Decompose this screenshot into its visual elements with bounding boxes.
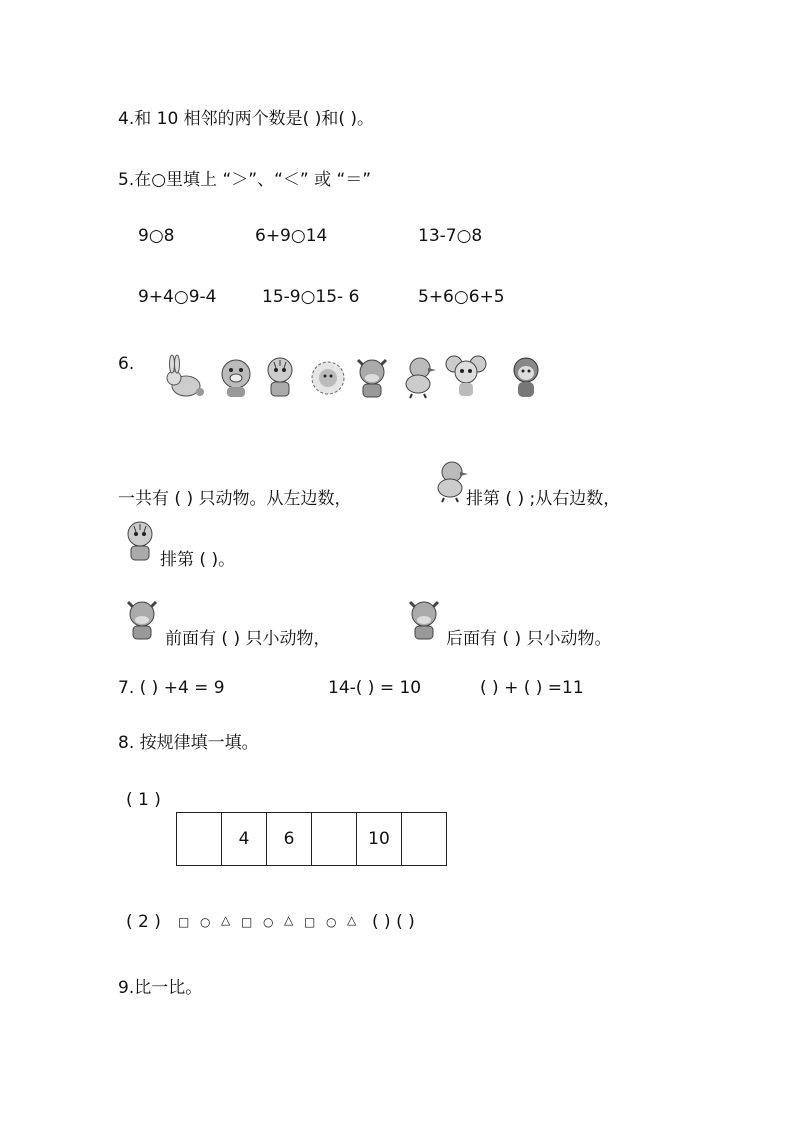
triangle-shape: △ [221,913,231,927]
animal-count-line-b: 排第 ( ) ;从右边数， [466,489,621,509]
square-shape: □ [304,915,316,929]
ox-icon [120,594,164,642]
rabbit-icon [162,352,206,400]
animal-count-line-a: 一共有 ( ) 只动物。从左边数， [118,489,352,509]
chick-icon [398,352,442,400]
compare-item: 15-9○15- 6 [262,287,360,307]
triangle-shape: △ [284,913,294,927]
ox-front-line: 前面有 ( ) 只小动物， [165,629,331,649]
part-2-label: ( 2 ) [126,912,161,932]
question-6-label: 6. [118,354,135,374]
ox-behind-line: 后面有 ( ) 只小动物。 [446,629,612,649]
ox-icon [402,594,446,642]
sequence-cell [312,813,357,866]
circle-shape: ○ [263,915,274,929]
ox-icon [350,352,394,400]
equation-b: 14-( ) = 10 [328,678,422,698]
triangle-shape: △ [347,913,357,927]
compare-item: 5+6○6+5 [418,287,505,307]
tiger-icon [258,352,302,400]
circle-shape: ○ [200,915,211,929]
compare-item: 9+4○9-4 [138,287,217,307]
pattern-blanks: ( ) ( ) [372,912,415,932]
question-5-title: 5.在○里填上 “＞”、“＜” 或 “＝” [118,170,372,190]
part-1-label: ( 1 ) [126,790,161,810]
sequence-cell: 10 [357,813,402,866]
sheep-icon [306,354,350,402]
question-9-title: 9.比一比。 [118,978,203,998]
sequence-cell: 4 [222,813,267,866]
sequence-cell [402,813,447,866]
square-shape: □ [178,915,190,929]
question-4: 4.和 10 相邻的两个数是( )和( )。 [118,109,374,129]
compare-item: 13-7○8 [418,226,483,246]
square-shape: □ [241,915,253,929]
tiger-position-line: 排第 ( )。 [160,550,236,570]
question-8-title: 8. 按规律填一填。 [118,733,259,753]
monkey-icon [504,352,548,400]
sequence-cell: 6 [267,813,312,866]
sequence-cell [177,813,222,866]
compare-item: 9○8 [138,226,175,246]
equation-c: ( ) + ( ) =11 [480,678,584,698]
equation-a: 7. ( ) +4 = 9 [118,678,225,698]
mouse-icon [444,352,488,400]
circle-shape: ○ [326,915,337,929]
pig-icon [214,352,258,400]
number-sequence-table [176,812,447,866]
compare-item: 6+9○14 [255,226,328,246]
tiger-icon [118,516,162,564]
